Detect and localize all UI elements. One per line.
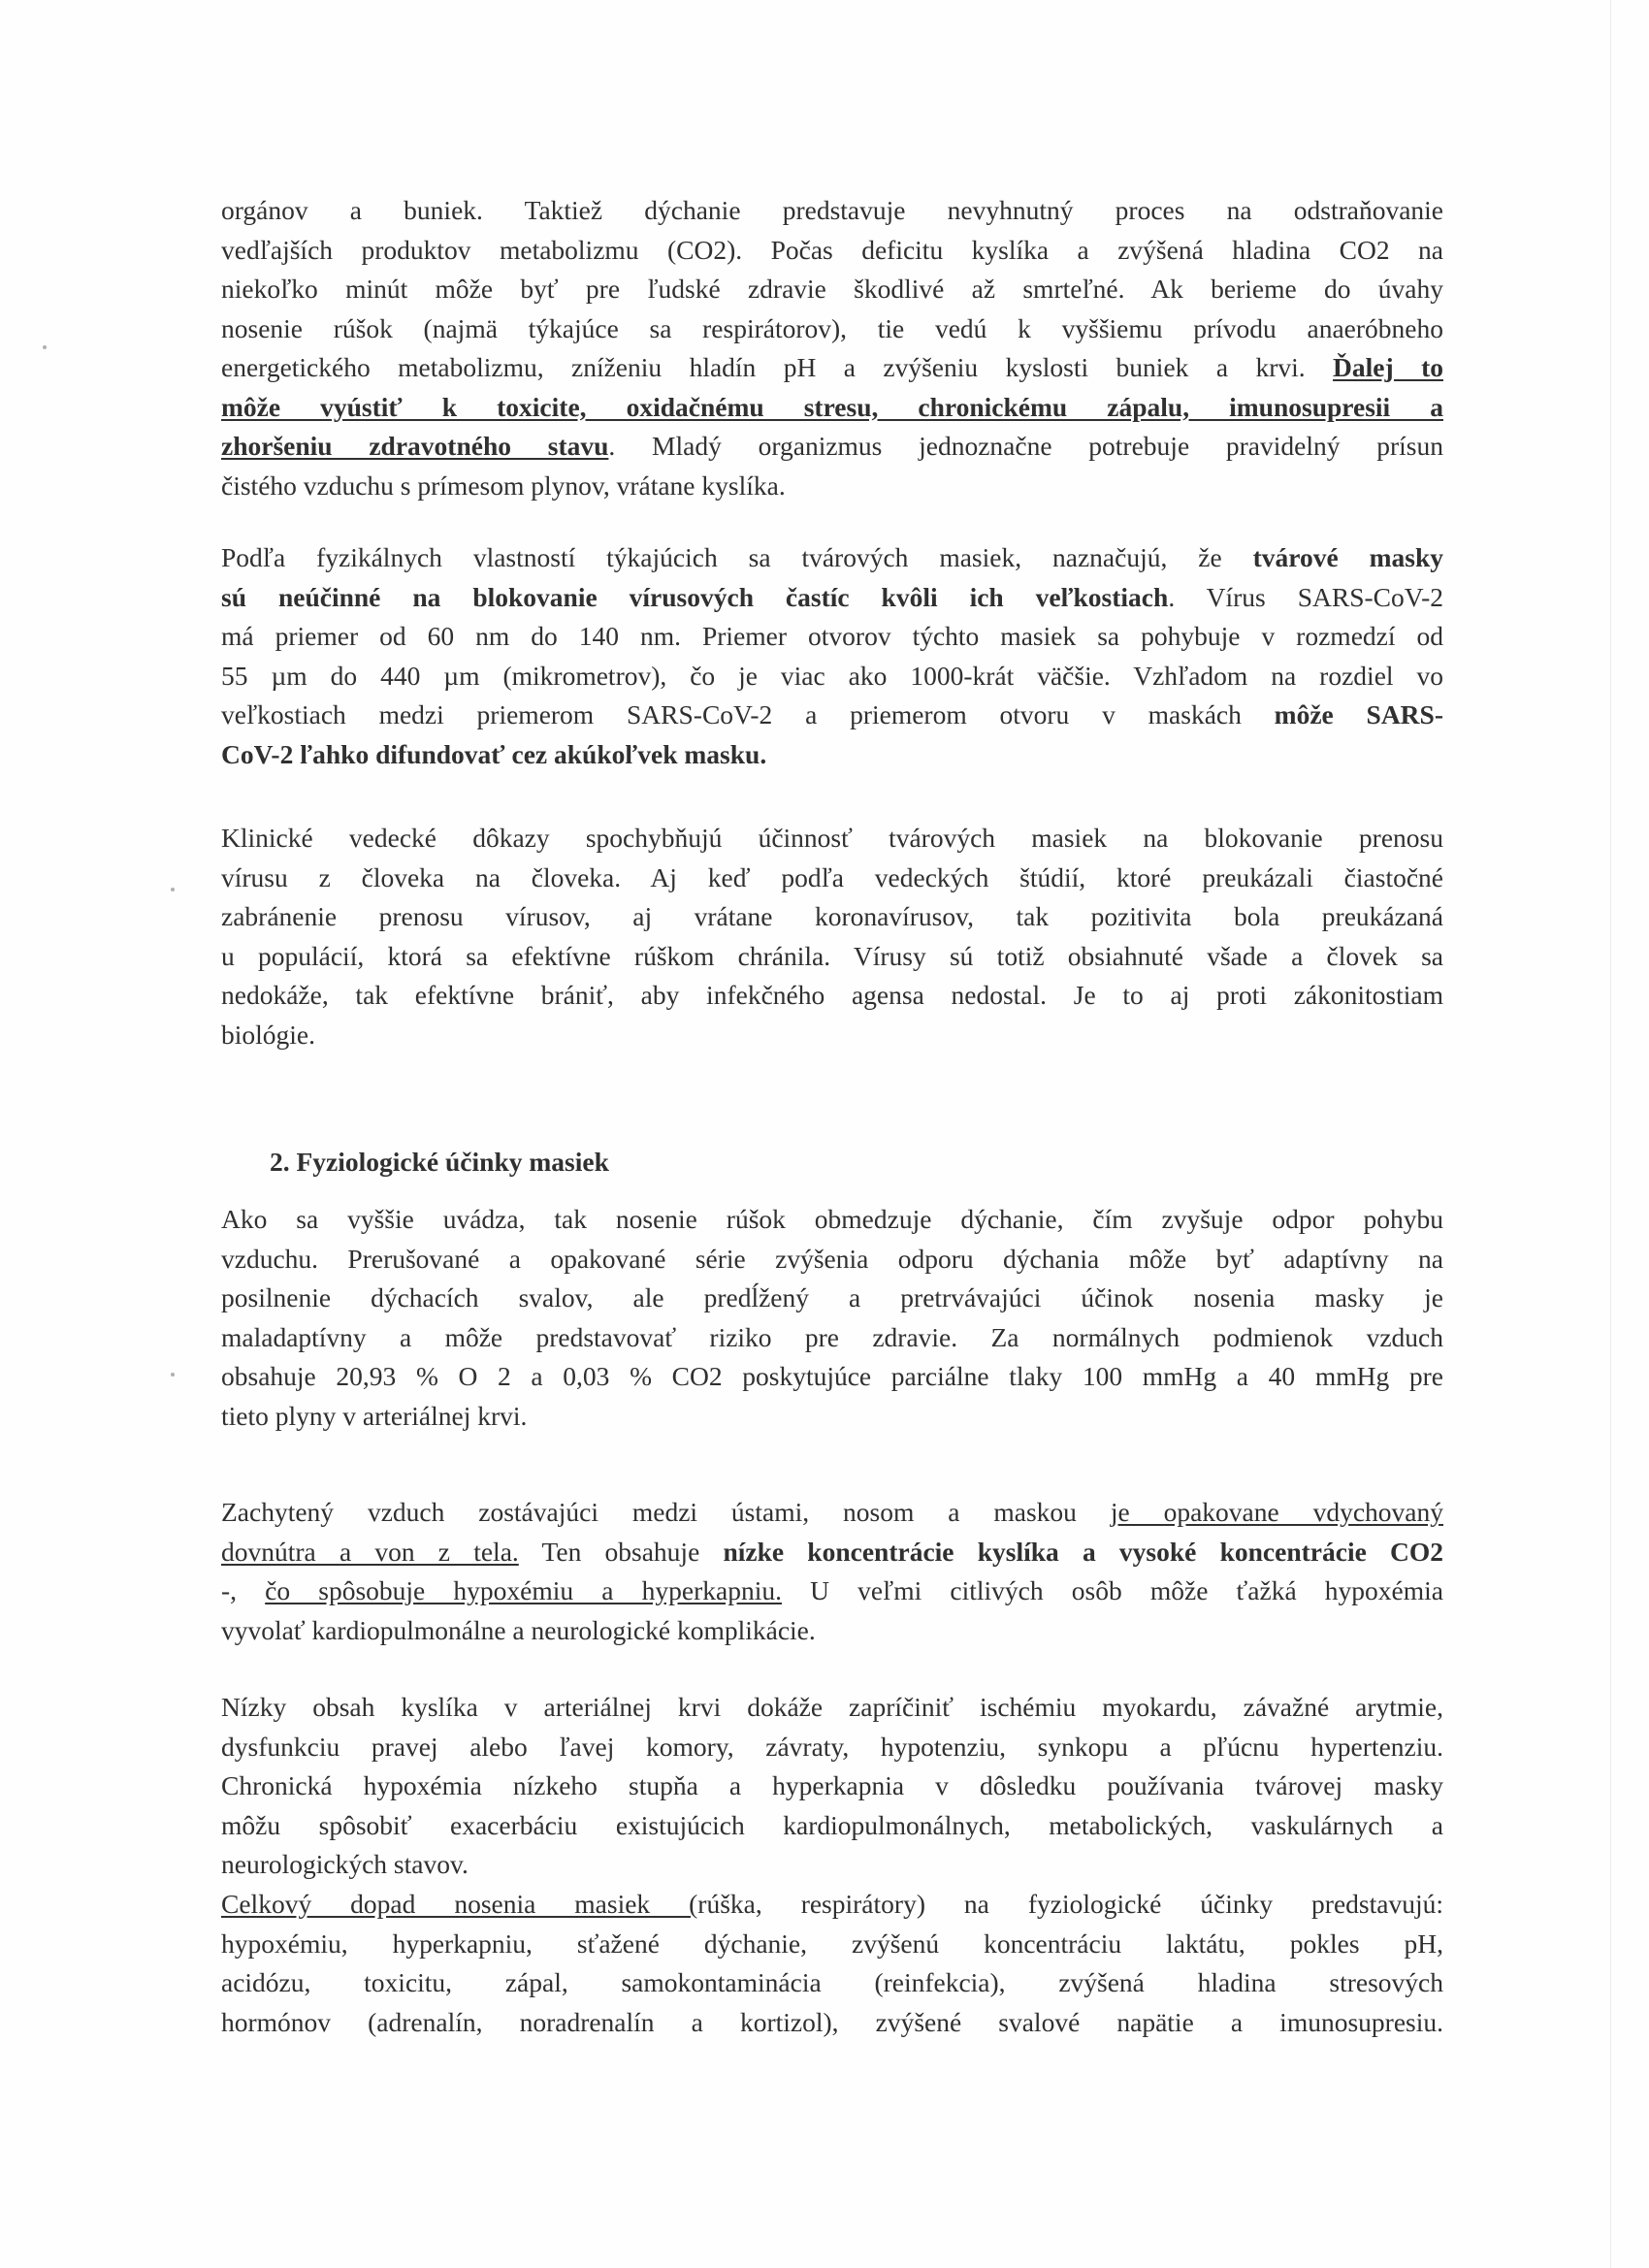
bold-text: CoV-2 ľahko difundovať cez akúkoľvek masku. (221, 738, 767, 769)
text-line (221, 1885, 1443, 1925)
text-line (221, 696, 1443, 735)
underlined-text: Celkový dopad nosenia masiek ( (221, 1889, 698, 1919)
text-line (221, 1533, 1443, 1572)
paragraph-mask-physics (221, 538, 1443, 774)
text-segment: U veľmi citlivých osôb môže ťažká hypoxémia (781, 1575, 1443, 1605)
text-segment: veľkostiach medzi priemerom SARS-CoV-2 a priemerom otvoru v maskách (221, 699, 1275, 729)
paragraph-clinical-evidence (221, 819, 1443, 1054)
text-line: vzduchu. Prerušované a opakované série zvýšenia odporu dýchania môže byť adaptívny na (221, 1243, 1443, 1274)
underlined-text: dovnútra a von z tela. (221, 1536, 519, 1567)
text-line: hypoxémiu, hyperkapniu, sťažené dýchanie, zvýšenú koncentráciu laktátu, pokles pH, (221, 1928, 1443, 1959)
text-segment: rúška, respirátory) na fyziologické účinky predstavujú: (697, 1889, 1444, 1919)
text-segment: . Vírus SARS-CoV-2 (1168, 581, 1443, 612)
text-line: acidózu, toxicitu, zápal, samokontaminácia (reinfekcia), zvýšená hladina stresových (221, 1967, 1443, 1997)
text-line (221, 427, 1443, 467)
emphasis-text: môže vyústiť k toxicite, oxidačnému stresu, chronickému zápalu, imunosupresii a (221, 391, 1443, 422)
text-line: zabránenie prenosu vírusov, aj vrátane koronavírusov, tak pozitivita bola preukázaná (221, 901, 1443, 931)
paragraph-trapped-air (221, 1493, 1443, 1650)
text-line: niekoľko minút môže byť pre ľudské zdravie škodlivé až smrteľné. Ak berieme do úvahy (221, 274, 1443, 304)
text-line: môžu spôsobiť exacerbáciu existujúcich kardiopulmonálnych, metabolických, vaskulárnych a (221, 1809, 1443, 1840)
text-line: vyvolať kardiopulmonálne a neurologické komplikácie. (221, 1614, 816, 1645)
text-line: Chronická hypoxémia nízkeho stupňa a hyperkapnia v dôsledku používania tvárovej masky (221, 1770, 1443, 1800)
text-line: Ako sa vyššie uvádza, tak nosenie rúšok obmedzuje dýchanie, čím zvyšuje odpor pohybu (221, 1204, 1443, 1234)
paragraph-breathing-resistance (221, 1200, 1443, 1436)
bold-text: tvárové masky (1252, 542, 1443, 572)
text-line: čistého vzduchu s prímesom plynov, vrátane kyslíka. (221, 470, 786, 501)
text-line: dysfunkciu pravej alebo ľavej komory, závraty, hypotenziu, synkopu a pľúcnu hypertenziu. (221, 1731, 1443, 1762)
bold-text: môže SARS- (1274, 699, 1443, 729)
paragraph-overall-impact (221, 1885, 1443, 2042)
text-line: Nízky obsah kyslíka v arteriálnej krvi dokáže zapríčiniť ischémiu myokardu, závažné arytmie, (221, 1692, 1443, 1722)
text-segment: . Mladý organizmus jednoznačne potrebuje pravidelný prísun (608, 431, 1443, 461)
text-line: 55 µm do 440 µm (mikrometrov), čo je viac ako 1000-krát väčšie. Vzhľadom na rozdiel vo (221, 660, 1443, 691)
text-line: nedokáže, tak efektívne brániť, aby infekčného agensa nedostal. Je to aj proti zákonitostiam (221, 980, 1443, 1010)
section-heading: 2. Fyziologické účinky masiek (270, 1147, 609, 1177)
text-line (221, 1571, 1443, 1611)
text-line: vírusu z človeka na človeka. Aj keď podľa vedeckých štúdií, ktoré preukázali čiastočné (221, 861, 1443, 892)
text-line: obsahuje 20,93 % O 2 a 0,03 % CO2 poskytujúce parciálne tlaky 100 mmHg a 40 mmHg pre (221, 1361, 1443, 1391)
underlined-text: je opakovane vdychovaný (1110, 1497, 1443, 1527)
text-line: posilnenie dýchacích svalov, ale predĺžený a pretrvávajúci účinok nosenia masky je (221, 1282, 1443, 1312)
bold-text: sú neúčinné na blokovanie vírusových častíc kvôli ich veľkostiach (221, 581, 1169, 612)
text-segment: Ten obsahuje (518, 1536, 724, 1567)
text-line: maladaptívny a môže predstavovať riziko pre zdravie. Za normálnych podmienok vzduch (221, 1321, 1443, 1352)
scan-edge-line (1610, 0, 1611, 2268)
text-line: neurologických stavov. (221, 1849, 469, 1879)
text-line (221, 538, 1443, 578)
scan-speck (43, 345, 47, 349)
text-segment: energetického metabolizmu, zníženiu hladín pH a zvýšeniu kyslosti buniek a krvi. (221, 352, 1334, 382)
scan-speck (171, 1373, 175, 1377)
text-line: vedľajších produktov metabolizmu (CO2). Počas deficitu kyslíka a zvýšená hladina CO2 na (221, 234, 1443, 265)
text-line (221, 578, 1443, 618)
underlined-text: čo spôsobuje hypoxémiu a hyperkapniu. (265, 1575, 782, 1605)
bold-text: nízke koncentrácie kyslíka a vysoké koncentrácie CO2 (723, 1536, 1443, 1567)
text-segment: Podľa fyzikálnych vlastností týkajúcich sa tvárových masiek, naznačujú, že (221, 542, 1253, 572)
text-line (221, 348, 1443, 388)
text-line: biológie. (221, 1019, 316, 1050)
text-line (221, 1493, 1443, 1533)
text-line: hormónov (adrenalín, noradrenalín a kortizol), zvýšené svalové napätie a imunosupresiu. (221, 2006, 1443, 2037)
text-line: má priemer od 60 nm do 140 nm. Priemer otvorov týchto masiek sa pohybuje v rozmedzí od (221, 621, 1443, 651)
text-segment: Zachytený vzduch zostávajúci medzi ústami, nosom a maskou (221, 1497, 1111, 1527)
emphasis-text: zhoršeniu zdravotného stavu (221, 431, 609, 461)
emphasis-text: Ďalej to (1333, 352, 1443, 382)
text-line: tieto plyny v arteriálnej krvi. (221, 1400, 528, 1431)
scan-speck (171, 888, 175, 891)
text-line: u populácií, ktorá sa efektívne rúškom chránila. Vírusy sú totiž obsiahnuté všade a človek sa (221, 940, 1443, 971)
paragraph-oxygen-deficit (221, 191, 1443, 505)
text-segment: -, (221, 1575, 266, 1605)
text-line: Klinické vedecké dôkazy spochybňujú účinnosť tvárových masiek na blokovanie prenosu (221, 823, 1443, 853)
text-line: orgánov a buniek. Taktiež dýchanie predstavuje nevyhnutný proces na odstraňovanie (221, 195, 1443, 225)
paragraph-hypoxemia-effects (221, 1688, 1443, 1885)
text-line: nosenie rúšok (najmä týkajúce sa respirátorov), tie vedú k vyššiemu prívodu anaeróbneho (221, 312, 1443, 343)
